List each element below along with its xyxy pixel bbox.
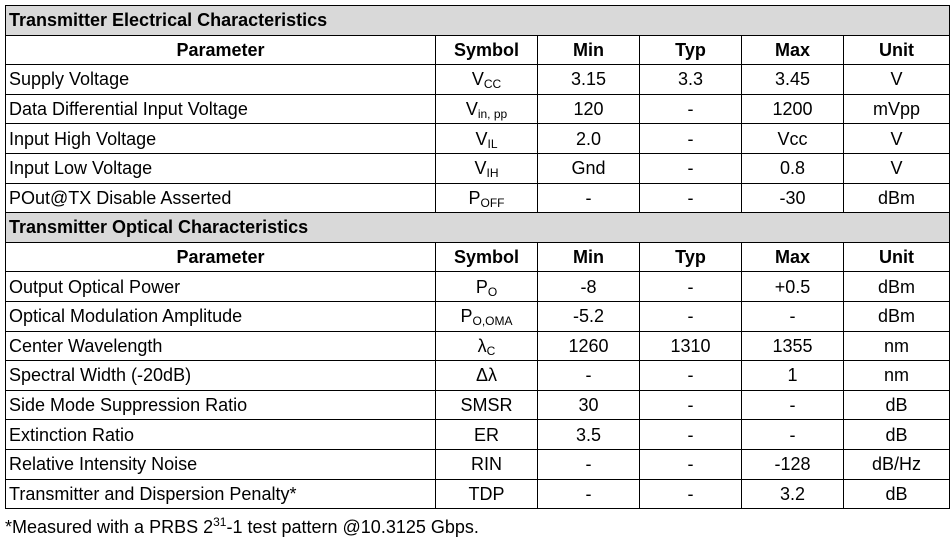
min-cell: -5.2 xyxy=(538,301,640,331)
transmitter-spec-table xyxy=(5,5,950,509)
typ-cell: - xyxy=(640,479,742,509)
min-cell: 1260 xyxy=(538,331,640,361)
table-row xyxy=(6,449,950,479)
table-row xyxy=(6,479,950,509)
unit-cell: dBm xyxy=(844,272,950,302)
typ-cell: - xyxy=(640,183,742,213)
symbol-subscript: O xyxy=(487,284,498,299)
typ-cell: - xyxy=(640,124,742,154)
symbol-cell xyxy=(436,153,538,183)
min-cell: 2.0 xyxy=(538,124,640,154)
symbol-text: Δλ xyxy=(475,365,498,386)
symbol-text: P xyxy=(460,306,473,327)
max-cell: +0.5 xyxy=(742,272,844,302)
table-row xyxy=(6,153,950,183)
symbol-text: V xyxy=(471,69,484,90)
column-header-parameter: Parameter xyxy=(6,242,436,272)
symbol-cell xyxy=(436,124,538,154)
column-header-symbol: Symbol xyxy=(436,35,538,65)
typ-cell: - xyxy=(640,153,742,183)
symbol-cell xyxy=(436,420,538,450)
typ-cell: - xyxy=(640,390,742,420)
max-cell: -128 xyxy=(742,449,844,479)
max-cell: -30 xyxy=(742,183,844,213)
column-header-min: Min xyxy=(538,242,640,272)
typ-cell: 1310 xyxy=(640,331,742,361)
column-header-row xyxy=(6,242,950,272)
symbol-cell xyxy=(436,272,538,302)
table-row xyxy=(6,272,950,302)
symbol-subscript: IH xyxy=(486,166,499,181)
column-header-typ: Typ xyxy=(640,35,742,65)
max-cell: Vcc xyxy=(742,124,844,154)
symbol-text: V xyxy=(475,128,488,149)
symbol-text: TDP xyxy=(468,483,505,504)
symbol-cell xyxy=(436,479,538,509)
column-header-parameter: Parameter xyxy=(6,35,436,65)
min-cell: - xyxy=(538,183,640,213)
max-cell: 1 xyxy=(742,361,844,391)
parameter-cell: Side Mode Suppression Ratio xyxy=(6,390,436,420)
parameter-cell: Optical Modulation Amplitude xyxy=(6,301,436,331)
parameter-cell: Relative Intensity Noise xyxy=(6,449,436,479)
table-row xyxy=(6,390,950,420)
symbol-subscript: IL xyxy=(487,136,498,151)
footnote-text-after: -1 test pattern @10.3125 Gbps. xyxy=(226,517,479,537)
unit-cell: V xyxy=(844,65,950,95)
typ-cell: - xyxy=(640,420,742,450)
unit-cell: dBm xyxy=(844,301,950,331)
max-cell: 0.8 xyxy=(742,153,844,183)
table-row xyxy=(6,94,950,124)
column-header-max: Max xyxy=(742,242,844,272)
symbol-cell xyxy=(436,65,538,95)
section-title-row xyxy=(6,213,950,243)
max-cell: 3.45 xyxy=(742,65,844,95)
symbol-cell xyxy=(436,361,538,391)
min-cell: 3.5 xyxy=(538,420,640,450)
symbol-text: ER xyxy=(473,424,499,445)
parameter-cell: Spectral Width (-20dB) xyxy=(6,361,436,391)
parameter-cell: POut@TX Disable Asserted xyxy=(6,183,436,213)
max-cell: - xyxy=(742,390,844,420)
table-row xyxy=(6,183,950,213)
unit-cell: dB/Hz xyxy=(844,449,950,479)
symbol-text: RIN xyxy=(471,454,502,475)
min-cell: 3.15 xyxy=(538,65,640,95)
parameter-cell: Center Wavelength xyxy=(6,331,436,361)
section-title: Transmitter Electrical Characteristics xyxy=(6,6,950,36)
unit-cell: dB xyxy=(844,479,950,509)
unit-cell: nm xyxy=(844,331,950,361)
column-header-min: Min xyxy=(538,35,640,65)
table-row xyxy=(6,361,950,391)
typ-cell: - xyxy=(640,301,742,331)
symbol-text: V xyxy=(474,158,487,179)
parameter-cell: Extinction Ratio xyxy=(6,420,436,450)
column-header-max: Max xyxy=(742,35,844,65)
unit-cell: dB xyxy=(844,390,950,420)
symbol-subscript: CC xyxy=(483,77,502,92)
unit-cell: V xyxy=(844,124,950,154)
symbol-cell xyxy=(436,94,538,124)
column-header-symbol: Symbol xyxy=(436,242,538,272)
footnote-text-before: *Measured with a PRBS 2 xyxy=(5,517,214,537)
spec-table-container xyxy=(5,5,949,509)
min-cell: 120 xyxy=(538,94,640,124)
symbol-subscript: OFF xyxy=(480,195,505,210)
column-header-typ: Typ xyxy=(640,242,742,272)
typ-cell: - xyxy=(640,94,742,124)
typ-cell: - xyxy=(640,272,742,302)
footnote xyxy=(5,517,479,538)
symbol-subscript: C xyxy=(486,343,496,358)
symbol-cell xyxy=(436,449,538,479)
min-cell: - xyxy=(538,479,640,509)
section-title-row xyxy=(6,6,950,36)
min-cell: - xyxy=(538,449,640,479)
max-cell: - xyxy=(742,301,844,331)
footnote-superscript: 31 xyxy=(213,515,227,529)
table-row xyxy=(6,331,950,361)
unit-cell: mVpp xyxy=(844,94,950,124)
symbol-subscript: in, pp xyxy=(477,107,508,122)
parameter-cell: Supply Voltage xyxy=(6,65,436,95)
symbol-cell xyxy=(436,390,538,420)
column-header-unit: Unit xyxy=(844,35,950,65)
min-cell: -8 xyxy=(538,272,640,302)
parameter-cell: Input Low Voltage xyxy=(6,153,436,183)
min-cell: - xyxy=(538,361,640,391)
symbol-text: λ xyxy=(477,335,487,356)
max-cell: 3.2 xyxy=(742,479,844,509)
max-cell: 1355 xyxy=(742,331,844,361)
max-cell: - xyxy=(742,420,844,450)
unit-cell: V xyxy=(844,153,950,183)
typ-cell: - xyxy=(640,449,742,479)
column-header-row xyxy=(6,35,950,65)
parameter-cell: Transmitter and Dispersion Penalty* xyxy=(6,479,436,509)
symbol-subscript: O,OMA xyxy=(472,314,513,329)
typ-cell: 3.3 xyxy=(640,65,742,95)
column-header-unit: Unit xyxy=(844,242,950,272)
unit-cell: dBm xyxy=(844,183,950,213)
table-row xyxy=(6,65,950,95)
symbol-text: P xyxy=(475,276,488,297)
spec-table-body xyxy=(6,6,950,509)
table-row xyxy=(6,301,950,331)
min-cell: Gnd xyxy=(538,153,640,183)
min-cell: 30 xyxy=(538,390,640,420)
typ-cell: - xyxy=(640,361,742,391)
symbol-cell xyxy=(436,331,538,361)
symbol-cell xyxy=(436,301,538,331)
symbol-cell xyxy=(436,183,538,213)
parameter-cell: Output Optical Power xyxy=(6,272,436,302)
parameter-cell: Input High Voltage xyxy=(6,124,436,154)
unit-cell: dB xyxy=(844,420,950,450)
symbol-text: P xyxy=(468,187,481,208)
symbol-text: SMSR xyxy=(460,395,513,416)
section-title: Transmitter Optical Characteristics xyxy=(6,213,950,243)
table-row xyxy=(6,124,950,154)
table-row xyxy=(6,420,950,450)
symbol-text: V xyxy=(465,99,478,120)
unit-cell: nm xyxy=(844,361,950,391)
max-cell: 1200 xyxy=(742,94,844,124)
parameter-cell: Data Differential Input Voltage xyxy=(6,94,436,124)
